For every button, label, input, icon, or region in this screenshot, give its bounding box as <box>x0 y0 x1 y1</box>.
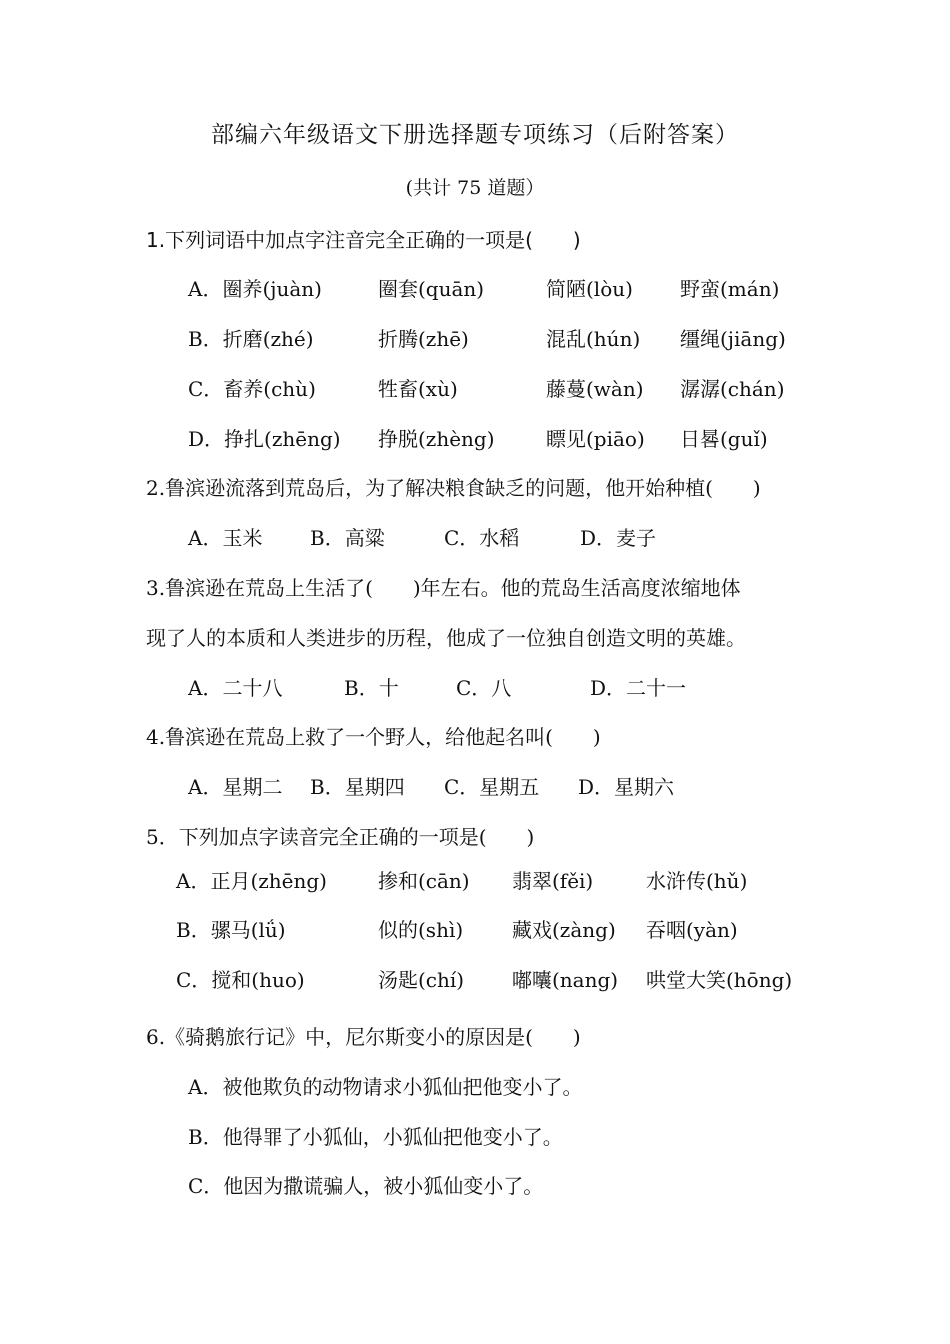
question-4-option: B．星期四 <box>310 775 405 799</box>
question-1-option: 混乱(hún) <box>546 327 641 351</box>
question-1-option: C．畜养(chù) <box>188 377 316 401</box>
question-5-option: C．搅和(huo) <box>176 968 305 992</box>
question-5-option: 藏戏(zàng) <box>512 918 616 942</box>
question-2-option: C．水稻 <box>444 526 520 550</box>
question-1-option: 日晷(guǐ) <box>680 427 768 451</box>
question-2-option: D．麦子 <box>580 526 657 550</box>
question-6-option: B．他得罪了小狐仙，小狐仙把他变小了。 <box>188 1125 563 1149</box>
question-1-option: D．挣扎(zhēng) <box>188 427 341 451</box>
question-1-option: 圈套(quān) <box>378 277 485 301</box>
question-3-stem-line-2: 现了人的本质和人类进步的历程，他成了一位独自创造文明的英雄。 <box>146 626 746 650</box>
question-3-option: C．八 <box>456 676 512 700</box>
question-1-option: 挣脱(zhèng) <box>378 427 495 451</box>
question-4-stem: 4.鲁滨逊在荒岛上救了一个野人，给他起名叫( ) <box>146 725 601 749</box>
question-1-option: 牲畜(xù) <box>378 377 458 401</box>
document-subtitle: (共计 75 道题） <box>405 177 545 199</box>
question-1-option: 瞟见(piāo) <box>546 427 645 451</box>
question-5-option: 哄堂大笑(hōng) <box>646 968 793 992</box>
question-2-option: A．玉米 <box>188 526 263 550</box>
question-5-option: 似的(shì) <box>378 918 464 942</box>
question-5-option: 吞咽(yàn) <box>646 918 738 942</box>
document-title: 部编六年级语文下册选择题专项练习（后附答案） <box>211 122 739 148</box>
question-3-option: A．二十八 <box>188 676 283 700</box>
question-1-option: 野蛮(mán) <box>680 277 780 301</box>
question-1-option: 潺潺(chán) <box>680 377 785 401</box>
question-6-option: A．被他欺负的动物请求小狐仙把他变小了。 <box>188 1075 583 1099</box>
question-1-option: 简陋(lòu) <box>546 277 633 301</box>
question-3-option: B．十 <box>344 676 399 700</box>
question-6-option: C．他因为撒谎骗人，被小狐仙变小了。 <box>188 1174 544 1198</box>
question-5-option: 汤匙(chí) <box>378 968 465 992</box>
question-2-option: B．高粱 <box>310 526 385 550</box>
question-3-stem-line-1: 3.鲁滨逊在荒岛上生活了( )年左右。他的荒岛生活高度浓缩地体 <box>146 576 741 600</box>
question-4-option: A．星期二 <box>188 775 283 799</box>
question-1-option: 折腾(zhē) <box>378 327 469 351</box>
question-1-option: B．折磨(zhé) <box>188 327 314 351</box>
question-5-option: 嘟囔(nang) <box>512 968 619 992</box>
question-1-option: 藤蔓(wàn) <box>546 377 644 401</box>
question-5-option: A．正月(zhēng) <box>176 869 327 893</box>
question-5-option: B．骡马(lǘ) <box>176 918 286 942</box>
question-3-option: D．二十一 <box>590 676 687 700</box>
question-1-option: 缰绳(jiāng) <box>680 327 786 351</box>
question-5-stem: 5．下列加点字读音完全正确的一项是( ) <box>146 825 535 849</box>
question-5-option: 翡翠(fěi) <box>512 869 594 893</box>
question-1-option: A．圈养(juàn) <box>188 277 322 301</box>
question-1-stem: 1.下列词语中加点字注音完全正确的一项是( ) <box>146 228 581 252</box>
question-4-option: D．星期六 <box>578 775 675 799</box>
question-2-stem: 2.鲁滨逊流落到荒岛后，为了解决粮食缺乏的问题，他开始种植( ) <box>146 476 761 500</box>
question-6-stem: 6.《骑鹅旅行记》中，尼尔斯变小的原因是( ) <box>146 1025 581 1049</box>
question-5-option: 掺和(cān) <box>378 869 470 893</box>
question-4-option: C．星期五 <box>444 775 540 799</box>
question-5-option: 水浒传(hǔ) <box>646 869 748 893</box>
